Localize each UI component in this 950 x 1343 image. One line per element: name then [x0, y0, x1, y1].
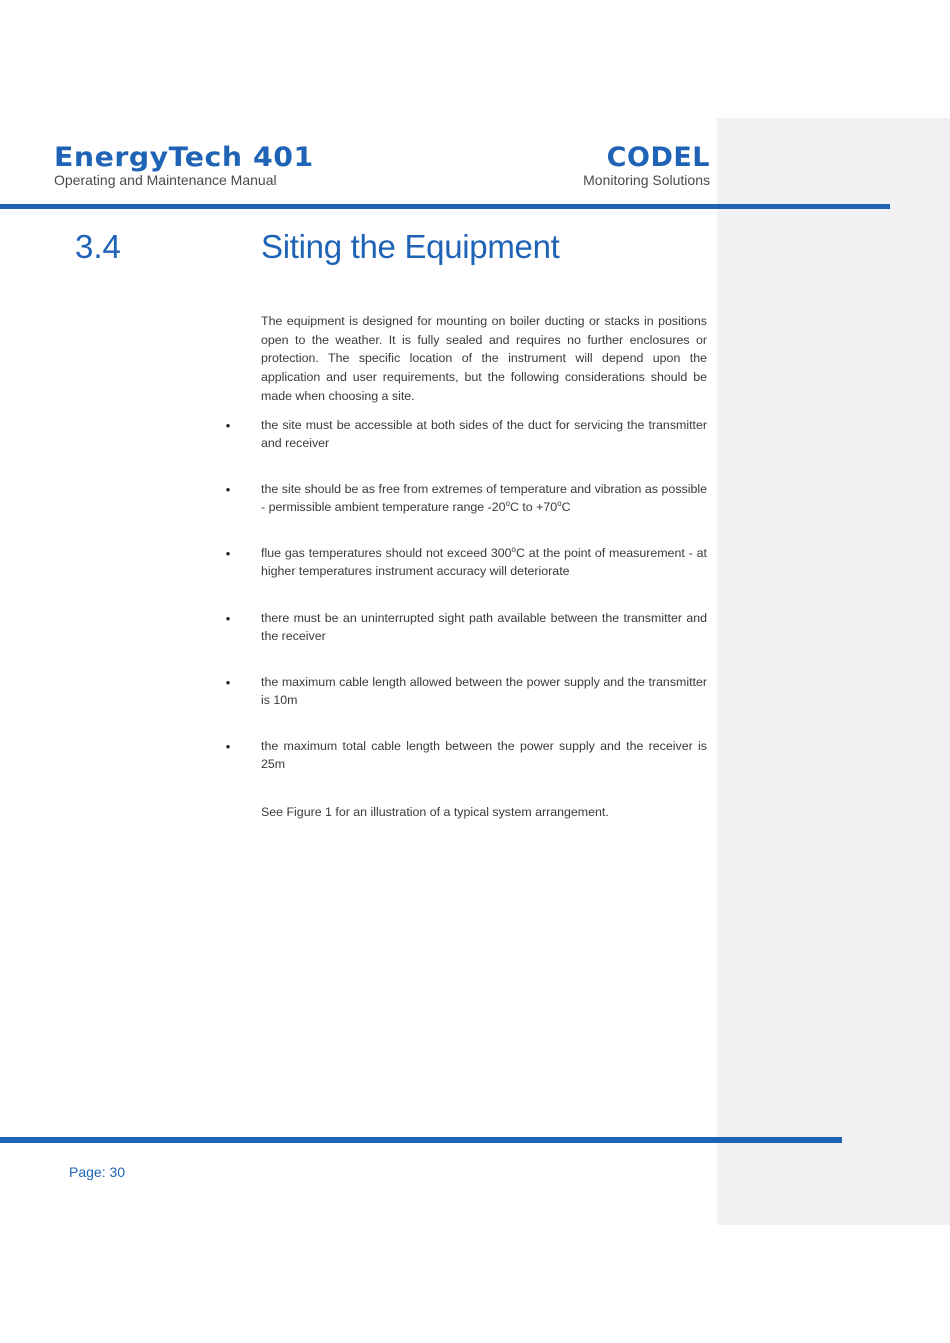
section-number: 3.4: [75, 228, 121, 265]
brand-logo: CODEL: [606, 142, 710, 173]
product-subtitle: Operating and Maintenance Manual: [54, 172, 277, 188]
bullet-icon: •: [225, 739, 231, 754]
product-title: EnergyTech 401: [54, 142, 314, 173]
bullet-icon: •: [225, 418, 231, 433]
figure-reference-note: See Figure 1 for an illustration of a typical system arrangement.: [261, 805, 609, 819]
list-item-text: flue gas temperatures should not exceed 300$^o$C at the point of measurement - at higher temperatures instrument accuracy will deteriorate: [261, 544, 707, 578]
bullet-icon: •: [225, 546, 231, 561]
section-title: Siting the Equipment: [261, 228, 560, 265]
list-item-text: the site should be as free from extremes of temperature and vibration as possible - permissible ambient temperature range -20$^o$C to $+70^oC$: [261, 482, 707, 514]
bullet-icon: •: [225, 611, 231, 626]
list-item-text: the maximum total cable length between the power supply and the receiver is 25m: [261, 739, 707, 771]
intro-paragraph: The equipment is designed for mounting on boiler ducting or stacks in positions open to the weather. It is fully sealed and requires no further enclosures or protection. The specific location of the instrument will depend upon the application and user requirements, but the following considerations should be made when choosing a site.: [261, 314, 707, 403]
bullet-icon: •: [225, 482, 231, 497]
page-number: Page: 30: [69, 1164, 126, 1180]
list-item-text: the site must be accessible at both sides of the duct for servicing the transmitter and receiver: [261, 418, 707, 450]
brand-tagline: Monitoring Solutions: [583, 172, 710, 188]
header-divider: [0, 204, 890, 209]
footer-divider: [0, 1137, 842, 1143]
bullet-icon: •: [225, 675, 231, 690]
list-item-text: the maximum cable length allowed between the power supply and the transmitter is 10m: [261, 675, 707, 707]
list-item-text: there must be an uninterrupted sight path available between the transmitter and the receiver: [261, 611, 707, 643]
comment-margin-panel: [717, 118, 950, 1225]
